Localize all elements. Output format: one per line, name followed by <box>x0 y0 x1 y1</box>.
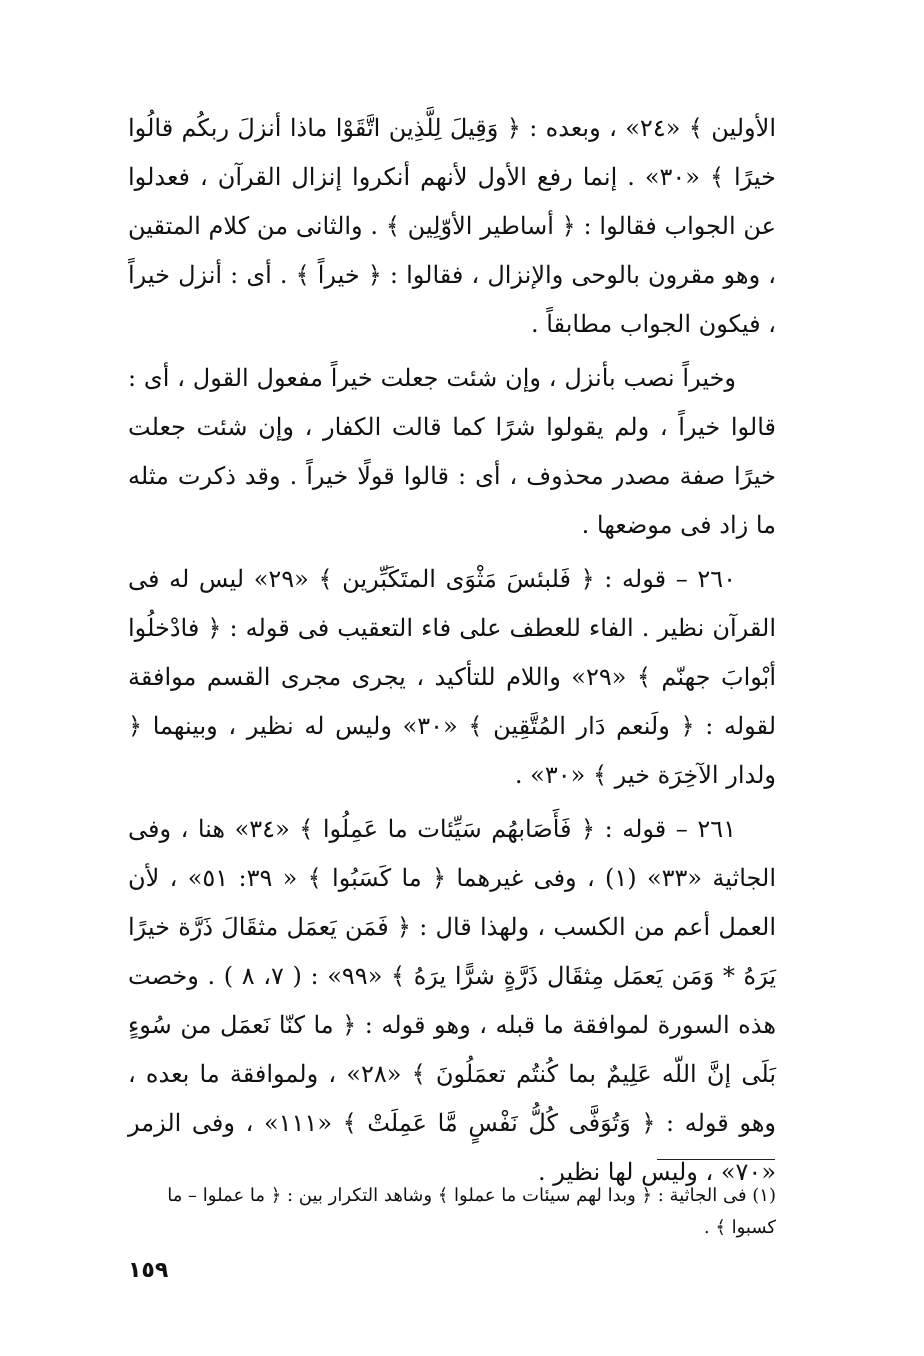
paragraph-4: ٢٦١ – قوله : ﴿ فَأَصَابهُم سَيِّئات ما عَمِلُوا ﴾ «٣٤» هنا ، وفى الجاثية «٣٣» (١) ، وفى غيرهما ﴿ ما كَسَبُوا ﴾ « ٣٩: ٥١» ، لأن العمل أعم من الكسب ، ولهذا قال : ﴿ فَمَن يَعمَل مثقَالَ ذَرَّة خيرًا يَرَهُ * وَمَن يَعمَل مِثقَال ذَرَّةٍ شرًّا يرَهُ ﴾ «٩٩» : ( ٧، ٨ ) . وخصت هذه السورة لموافقة ما قبله ، وهو قوله : ﴿ ما كنّا نَعمَل من سُوءٍ بَلَى إنَّ اللّه عَلِيمٌ بما كُنتُم تعمَلُونَ ﴾ «٢٨» ، ولموافقة ما بعده ، وهو قوله : ﴿ وَتُوَفَّى كُلُّ نَفْسٍ مَّا عَمِلَتْ ﴾ «١١١» ، وفى الزمر «٧٠» ، وليس لها نظير . <box>128 815 777 1186</box>
footnote: (١) فى الجاثية : ﴿ وبدا لهم سيئات ما عملوا ﴾ وشاهد التكرار بين : ﴿ ما عملوا – ما كسبوا ﴾ . <box>167 1185 776 1238</box>
page-body <box>128 104 776 1202</box>
paragraph-3: ٢٦٠ – قوله : ﴿ فَلبئسَ مَثْوَى المتَكَبِّرين ﴾ «٢٩» ليس له فى القرآن نظير . الفاء للعطف على فاء التعقيب فى قوله : ﴿ فادْخلُوا أبْوابَ جهنّم ﴾ «٢٩» واللام للتأكيد ، يجرى مجرى القسم موافقة لقوله : ﴿ ولَنعم دَار المُتَّقِين ﴾ «٣٠» وليس له نظير ، وبينهما ﴿ ولدار الآخِرَة خير ﴾ «٣٠» . <box>128 565 777 789</box>
paragraph-2: وخيراً نصب بأنزل ، وإن شئت جعلت خيراً مفعول القول ، أى : قالوا خيراً ، ولم يقولوا شرًا كما قالت الكفار ، وإن شئت جعلت خيرًا صفة مصدر محذوف ، أى : قالوا قولًا خيراً . وقد ذكرت مثله ما زاد فى موضعها . <box>128 364 776 539</box>
paragraph-1: الأولين ﴾ «٢٤» ، وبعده : ﴿ وَقِيلَ لِلَّذِين اتَّقَوْا ماذا أنزلَ ربكُم قالُوا خيرًا ﴾ «٣٠» . إنما رفع الأول لأنهم أنكروا إنزال القرآن ، فعدلوا عن الجواب فقالوا : ﴿ أساطير الأوّلِين ﴾ . والثانى من كلام المتقين ، وهو مقرون بالوحى والإنزال ، فقالوا : ﴿ خيراً ﴾ . أى : أنزل خيراً ، فيكون الجواب مطابقاً . <box>128 114 776 338</box>
page-number: ١٥٩ <box>128 1258 169 1283</box>
footnote-separator <box>657 1159 775 1160</box>
